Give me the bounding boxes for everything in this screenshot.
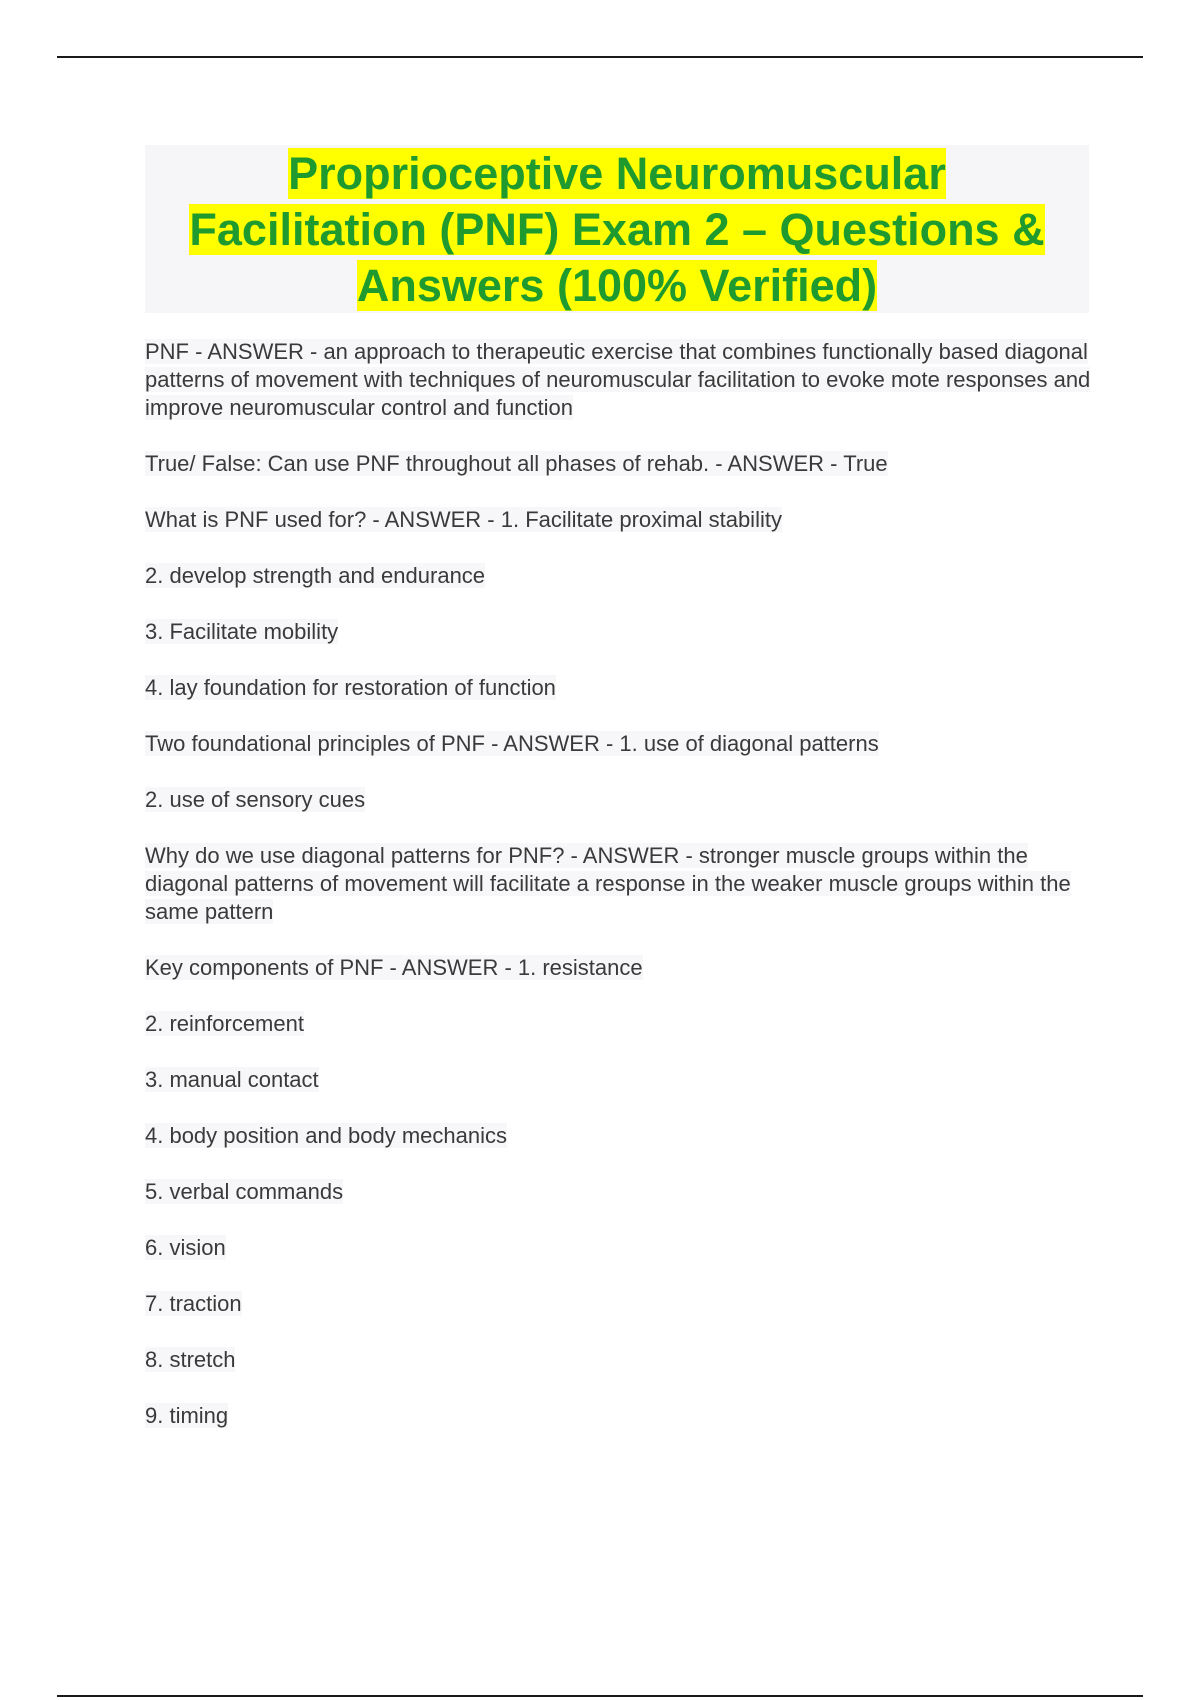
qa-paragraph	[145, 730, 1095, 758]
list-item	[145, 618, 1095, 646]
paragraph-text: 7. traction	[145, 1291, 242, 1316]
list-item	[145, 1346, 1095, 1374]
paragraph-text: 4. body position and body mechanics	[145, 1123, 508, 1148]
qa-paragraph	[145, 954, 1095, 982]
list-item	[145, 1066, 1095, 1094]
paragraph-text: What is PNF used for? - ANSWER - 1. Facilitate proximal stability	[145, 507, 782, 532]
paragraph-text: Two foundational principles of PNF - ANSWER - 1. use of diagonal patterns	[145, 731, 879, 756]
title-line-1: Proprioceptive Neuromuscular	[288, 148, 946, 199]
title-line-3: Answers (100% Verified)	[356, 260, 878, 311]
paragraph-text: 6. vision	[145, 1235, 226, 1260]
paragraph-text: 3. Facilitate mobility	[145, 619, 339, 644]
bottom-divider	[57, 1695, 1143, 1697]
list-item	[145, 674, 1095, 702]
qa-paragraph	[145, 338, 1095, 422]
paragraph-text: 5. verbal commands	[145, 1179, 344, 1204]
list-item	[145, 1402, 1095, 1430]
qa-paragraph	[145, 842, 1095, 926]
paragraph-text: 2. develop strength and endurance	[145, 563, 486, 588]
document-body	[145, 338, 1095, 1458]
paragraph-text: 8. stretch	[145, 1347, 236, 1372]
list-item	[145, 562, 1095, 590]
qa-paragraph	[145, 450, 1095, 478]
paragraph-text: 2. reinforcement	[145, 1011, 304, 1036]
list-item	[145, 1234, 1095, 1262]
list-item	[145, 1290, 1095, 1318]
paragraph-text: 4. lay foundation for restoration of function	[145, 675, 556, 700]
paragraph-text: Key components of PNF - ANSWER - 1. resistance	[145, 955, 643, 980]
document-title	[145, 145, 1089, 314]
top-divider	[57, 56, 1143, 58]
title-block	[145, 145, 1089, 313]
list-item	[145, 1178, 1095, 1206]
paragraph-text: 2. use of sensory cues	[145, 787, 366, 812]
list-item	[145, 1122, 1095, 1150]
title-line-2: Facilitation (PNF) Exam 2 – Questions &	[189, 204, 1045, 255]
list-item	[145, 1010, 1095, 1038]
paragraph-text: True/ False: Can use PNF throughout all phases of rehab. - ANSWER - True	[145, 451, 888, 476]
paragraph-text: PNF - ANSWER - an approach to therapeutic exercise that combines functionally based diagonal patterns of movement with techniques of neuromuscular facilitation to evoke mote responses and improve neuromuscular control and function	[145, 339, 1091, 420]
paragraph-text: Why do we use diagonal patterns for PNF? - ANSWER - stronger muscle groups within the diagonal patterns of movement will facilitate a response in the weaker muscle groups within the same pattern	[145, 843, 1071, 924]
list-item	[145, 786, 1095, 814]
paragraph-text: 9. timing	[145, 1403, 229, 1428]
paragraph-text: 3. manual contact	[145, 1067, 319, 1092]
qa-paragraph	[145, 506, 1095, 534]
